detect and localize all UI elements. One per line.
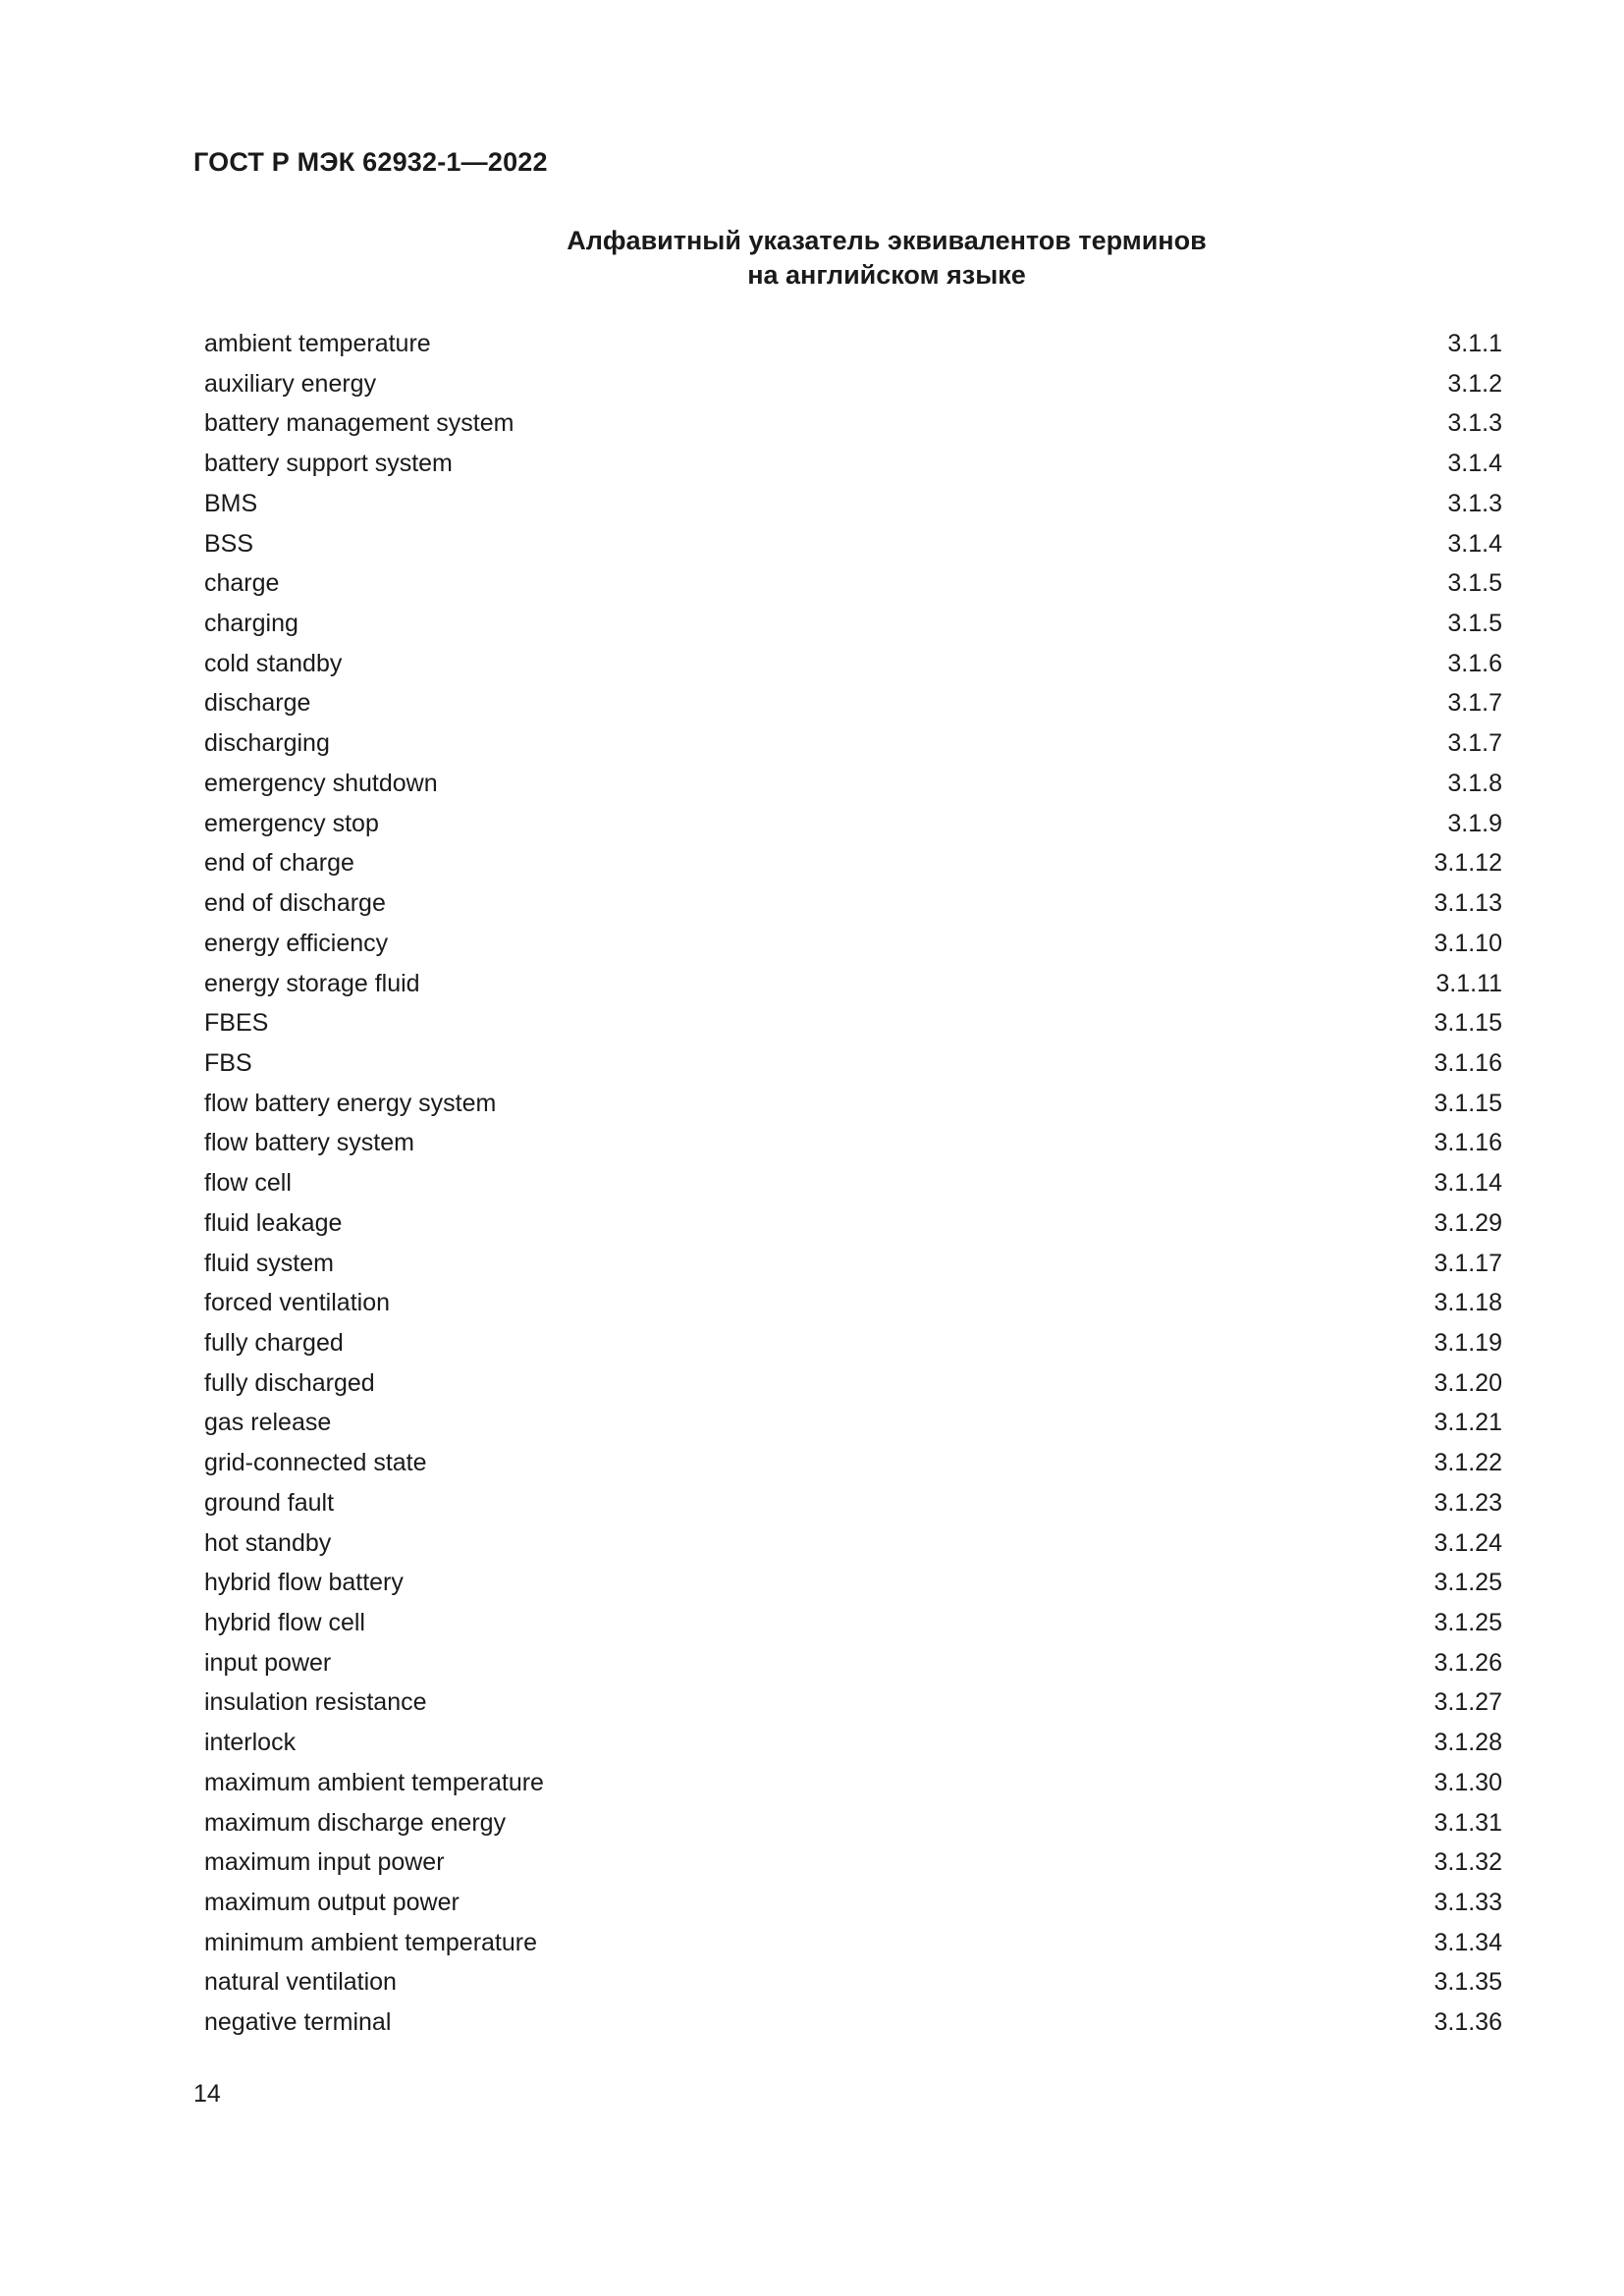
index-entry bbox=[204, 1409, 1502, 1449]
index-entry bbox=[204, 970, 1502, 1010]
index-entry bbox=[204, 930, 1502, 970]
index-term: energy efficiency bbox=[204, 929, 389, 957]
index-entry bbox=[204, 610, 1502, 650]
index-term: flow battery system bbox=[204, 1129, 414, 1157]
index-term: BSS bbox=[204, 529, 254, 558]
index-term: maximum discharge energy bbox=[204, 1808, 507, 1837]
index-term: ground fault bbox=[204, 1488, 335, 1517]
index-term: grid-connected state bbox=[204, 1449, 427, 1477]
index-term: fluid leakage bbox=[204, 1208, 343, 1237]
index-term: cold standby bbox=[204, 649, 343, 677]
index-entry bbox=[204, 810, 1502, 850]
index-entry bbox=[204, 370, 1502, 410]
index-reference: 3.1.5 bbox=[1447, 569, 1502, 598]
index-entry bbox=[204, 490, 1502, 530]
index-entry bbox=[204, 1209, 1502, 1250]
index-term: auxiliary energy bbox=[204, 369, 377, 398]
document-code: ГОСТ Р МЭК 62932-1—2022 bbox=[193, 147, 548, 177]
index-entry bbox=[204, 1968, 1502, 2008]
index-reference: 3.1.5 bbox=[1447, 610, 1502, 638]
index-reference: 3.1.25 bbox=[1434, 1569, 1502, 1597]
index-reference: 3.1.16 bbox=[1434, 1048, 1502, 1077]
index-entry bbox=[204, 1369, 1502, 1410]
index-term: hybrid flow battery bbox=[204, 1569, 404, 1597]
index-term: BMS bbox=[204, 489, 258, 517]
index-reference: 3.1.31 bbox=[1434, 1808, 1502, 1837]
index-entry bbox=[204, 729, 1502, 770]
index-term: hybrid flow cell bbox=[204, 1609, 365, 1636]
index-term: input power bbox=[204, 1648, 332, 1677]
index-entry bbox=[204, 1329, 1502, 1369]
index-reference: 3.1.30 bbox=[1434, 1768, 1502, 1796]
index-term: charge bbox=[204, 569, 280, 598]
index-reference: 3.1.7 bbox=[1447, 729, 1502, 758]
index-term: charging bbox=[204, 610, 298, 638]
index-reference: 3.1.20 bbox=[1434, 1368, 1502, 1397]
index-entry bbox=[204, 1688, 1502, 1729]
index-reference: 3.1.34 bbox=[1434, 1928, 1502, 1956]
index-reference: 3.1.9 bbox=[1447, 809, 1502, 837]
index-entry bbox=[204, 849, 1502, 889]
index-reference: 3.1.27 bbox=[1434, 1688, 1502, 1717]
index-entry bbox=[204, 1250, 1502, 1290]
index-reference: 3.1.15 bbox=[1434, 1009, 1502, 1038]
index-entry bbox=[204, 409, 1502, 450]
index-term: minimum ambient temperature bbox=[204, 1928, 538, 1956]
index-entry bbox=[204, 1449, 1502, 1489]
index-reference: 3.1.11 bbox=[1435, 969, 1502, 997]
index-title-line-2: на английском языке bbox=[747, 260, 1026, 290]
index-reference: 3.1.36 bbox=[1434, 2008, 1502, 2037]
index-reference: 3.1.19 bbox=[1434, 1328, 1502, 1357]
index-reference: 3.1.4 bbox=[1447, 529, 1502, 558]
index-term: maximum output power bbox=[204, 1889, 460, 1917]
index-entry bbox=[204, 1809, 1502, 1849]
index-entry bbox=[204, 1929, 1502, 1969]
index-term: forced ventilation bbox=[204, 1289, 391, 1317]
index-title bbox=[0, 224, 1624, 293]
term-index-list bbox=[204, 330, 1502, 2049]
index-term: energy storage fluid bbox=[204, 969, 420, 997]
index-entry bbox=[204, 569, 1502, 610]
index-term: fully charged bbox=[204, 1328, 344, 1357]
index-term: negative terminal bbox=[204, 2008, 392, 2037]
index-term: battery support system bbox=[204, 450, 453, 478]
index-entry bbox=[204, 530, 1502, 570]
index-term: ambient temperature bbox=[204, 330, 431, 357]
index-term: FBS bbox=[204, 1048, 252, 1077]
index-entry bbox=[204, 1489, 1502, 1529]
index-reference: 3.1.21 bbox=[1434, 1409, 1502, 1437]
index-term: natural ventilation bbox=[204, 1968, 397, 1997]
index-entry bbox=[204, 1529, 1502, 1570]
index-term: maximum ambient temperature bbox=[204, 1768, 544, 1796]
index-entry bbox=[204, 330, 1502, 370]
index-reference: 3.1.14 bbox=[1434, 1169, 1502, 1198]
index-reference: 3.1.12 bbox=[1434, 849, 1502, 878]
index-reference: 3.1.2 bbox=[1447, 369, 1502, 398]
index-title-line-1: Алфавитный указатель эквивалентов терминов bbox=[567, 226, 1207, 255]
index-reference: 3.1.8 bbox=[1447, 769, 1502, 797]
index-entry bbox=[204, 1729, 1502, 1769]
index-entry bbox=[204, 1289, 1502, 1329]
page-number: 14 bbox=[193, 2080, 221, 2108]
index-term: maximum input power bbox=[204, 1848, 445, 1877]
index-term: gas release bbox=[204, 1409, 332, 1437]
index-reference: 3.1.24 bbox=[1434, 1528, 1502, 1557]
index-reference: 3.1.16 bbox=[1434, 1129, 1502, 1157]
index-term: interlock bbox=[204, 1729, 297, 1757]
index-entry bbox=[204, 1889, 1502, 1929]
index-term: discharging bbox=[204, 729, 330, 758]
index-reference: 3.1.3 bbox=[1447, 409, 1502, 438]
index-entry bbox=[204, 1848, 1502, 1889]
index-reference: 3.1.17 bbox=[1434, 1249, 1502, 1277]
index-reference: 3.1.28 bbox=[1434, 1729, 1502, 1757]
index-reference: 3.1.18 bbox=[1434, 1289, 1502, 1317]
index-entry bbox=[204, 770, 1502, 810]
index-entry bbox=[204, 1049, 1502, 1090]
index-reference: 3.1.35 bbox=[1434, 1968, 1502, 1997]
index-entry bbox=[204, 1569, 1502, 1609]
index-reference: 3.1.22 bbox=[1434, 1449, 1502, 1477]
index-reference: 3.1.4 bbox=[1447, 450, 1502, 478]
index-reference: 3.1.23 bbox=[1434, 1488, 1502, 1517]
index-term: fully discharged bbox=[204, 1368, 375, 1397]
index-term: discharge bbox=[204, 689, 311, 718]
index-term: end of discharge bbox=[204, 889, 386, 918]
index-reference: 3.1.13 bbox=[1434, 889, 1502, 918]
index-entry bbox=[204, 2008, 1502, 2049]
index-reference: 3.1.6 bbox=[1447, 649, 1502, 677]
index-term: FBES bbox=[204, 1009, 269, 1038]
index-term: end of charge bbox=[204, 849, 354, 878]
index-term: hot standby bbox=[204, 1528, 332, 1557]
index-term: insulation resistance bbox=[204, 1688, 427, 1717]
index-entry bbox=[204, 1169, 1502, 1209]
index-term: flow cell bbox=[204, 1169, 292, 1198]
index-reference: 3.1.25 bbox=[1434, 1609, 1502, 1636]
index-term: emergency shutdown bbox=[204, 769, 438, 797]
index-entry bbox=[204, 1609, 1502, 1649]
index-term: flow battery energy system bbox=[204, 1089, 497, 1117]
index-reference: 3.1.3 bbox=[1447, 489, 1502, 517]
index-reference: 3.1.1 bbox=[1447, 330, 1502, 357]
index-reference: 3.1.26 bbox=[1434, 1648, 1502, 1677]
index-entry bbox=[204, 1649, 1502, 1689]
index-reference: 3.1.33 bbox=[1434, 1889, 1502, 1917]
index-reference: 3.1.10 bbox=[1434, 929, 1502, 957]
index-reference: 3.1.32 bbox=[1434, 1848, 1502, 1877]
index-entry bbox=[204, 650, 1502, 690]
index-entry bbox=[204, 1009, 1502, 1049]
index-term: fluid system bbox=[204, 1249, 334, 1277]
index-term: emergency stop bbox=[204, 809, 379, 837]
index-entry bbox=[204, 1769, 1502, 1809]
index-entry bbox=[204, 1129, 1502, 1169]
index-reference: 3.1.29 bbox=[1434, 1208, 1502, 1237]
index-reference: 3.1.7 bbox=[1447, 689, 1502, 718]
index-entry bbox=[204, 689, 1502, 729]
index-entry bbox=[204, 889, 1502, 930]
index-entry bbox=[204, 1090, 1502, 1130]
index-entry bbox=[204, 450, 1502, 490]
index-reference: 3.1.15 bbox=[1434, 1089, 1502, 1117]
index-term: battery management system bbox=[204, 409, 514, 438]
